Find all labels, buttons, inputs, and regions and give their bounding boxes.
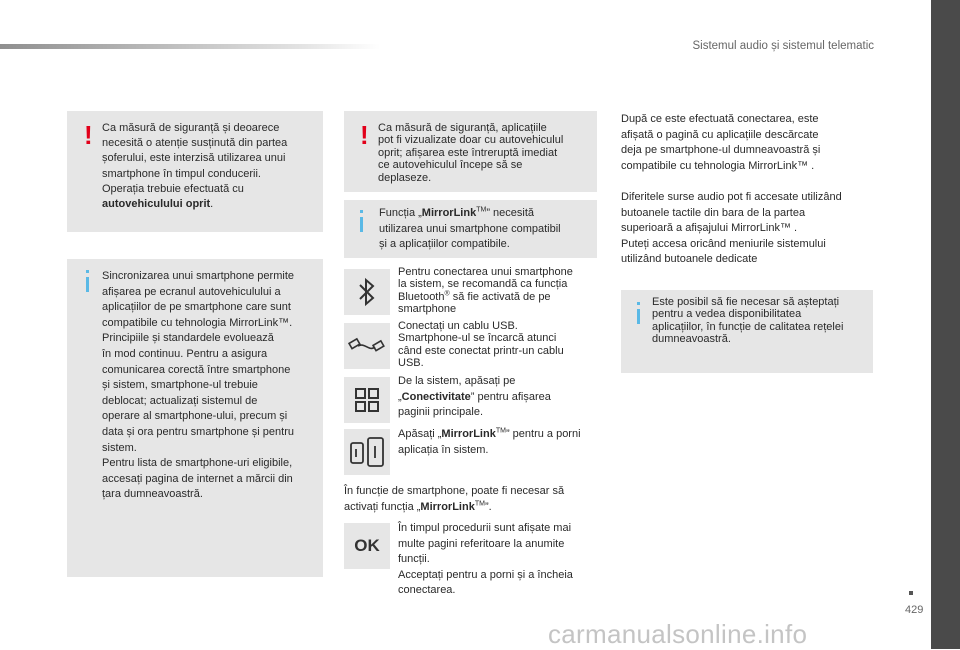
right-paragraph-2: Diferitele surse audio pot fi accesate utilizând butoanele tactile din bara de la partea superioară a afișajului MirrorLink™ . Puteți accesa oricând meniurile sistemului utilizând butoanele dedicate bbox=[621, 191, 842, 266]
info-icon bbox=[637, 309, 640, 324]
right-paragraph-1: După ce este efectuată conectarea, este afișată o pagină cu aplicațiile descărcate deja pe smartphone-ul dumneavoastră și compatibile cu tehnologia MirrorLink™ . bbox=[621, 113, 821, 172]
info-text: Este posibil să fie necesar să așteptați pentru a vedea disponibilitatea aplicațiilor, în funcție de calitatea rețelei dumneavoastră. bbox=[652, 296, 844, 346]
warning-box-driving bbox=[67, 111, 323, 232]
usb-icon-box bbox=[344, 323, 390, 369]
info-icon bbox=[86, 277, 89, 292]
watermark: carmanualsonline.info bbox=[548, 619, 808, 649]
page-number: 429 bbox=[905, 604, 924, 616]
grid-icon bbox=[354, 387, 380, 413]
bluetooth-icon-box bbox=[344, 269, 390, 315]
page-marker bbox=[909, 591, 913, 595]
info-text: Sincronizarea unui smartphone permite afișarea pe ecranul autovehiculului a aplicațiilor de pe smartphone care sunt compatibile cu tehnologia MirrorLink™. Principiile și standardele evoluează în mod continuu. Pentru a asigura comunicarea corectă între smartphone și sistem, smartphone-ul trebuie deblocat; actualizați sistemul de operare al smartphone-ului, precum și data și ora pentru smartphone și pentru sistem. Pentru lista de smartphone-uri eligibile, accesați pagina de internet a mărcii din țara dumneavoastră. bbox=[102, 270, 295, 501]
warning-text: Ca măsură de siguranță, aplicațiile pot fi vizualizate doar cu autovehiculul oprit; afișarea este întreruptă imediat ce autovehiculul începe să se deplaseze. bbox=[378, 122, 564, 184]
warning-exclamation-icon: ! bbox=[84, 120, 93, 150]
info-text: Funcția „MirrorLink™” necesită utilizarea unui smartphone compatibil și a aplicațiilor compatibile. bbox=[379, 206, 561, 251]
step-connectivity-text: De la sistem, apăsați pe „Conectivitate” pentru afișarea paginii principale. bbox=[398, 375, 551, 419]
usb-cable-icon bbox=[347, 330, 387, 362]
step-ok-text: În timpul procedurii sunt afișate mai multe pagini referitoare la anumite funcții. Acceptați pentru a porni și a încheia conectarea. bbox=[398, 522, 573, 597]
warning-box-apps bbox=[344, 111, 597, 192]
step-usb-text: Conectați un cablu USB. Smartphone-ul se încarcă atunci când este conectat printr-un cablu USB. bbox=[398, 320, 564, 370]
warning-exclamation-icon: ! bbox=[360, 120, 369, 150]
mirror-icon-box bbox=[344, 429, 390, 475]
info-box-wait bbox=[621, 290, 873, 373]
mid-note: În funcție de smartphone, poate fi necesar să activați funcția „MirrorLink™”. bbox=[344, 485, 565, 513]
phone-mirror-icon bbox=[348, 435, 386, 469]
header-rule bbox=[0, 44, 380, 49]
side-tab bbox=[931, 0, 960, 649]
step-bluetooth-text: Pentru conectarea unui smartphone la sistem, se recomandă ca funcția Bluetooth® să fie activată de pe smartphone bbox=[398, 266, 573, 316]
bluetooth-icon bbox=[356, 277, 378, 307]
warning-text: Ca măsură de siguranță și deoarece necesită o atenție susținută din partea șoferului, este interzisă utilizarea unui smartphone în timpul conducerii. Operația trebuie efectuată cu autovehiculului oprit. bbox=[102, 122, 288, 211]
ok-icon-box bbox=[344, 523, 390, 569]
ok-icon: OK bbox=[354, 536, 380, 555]
page-header-title: Sistemul audio și sistemul telematic bbox=[692, 40, 874, 52]
info-box-sync bbox=[67, 259, 323, 577]
info-icon bbox=[360, 217, 363, 232]
grid-icon-box bbox=[344, 377, 390, 423]
info-box-mirrorlink bbox=[344, 200, 597, 258]
step-mirrorlink-text: Apăsați „MirrorLink™” pentru a porni aplicația în sistem. bbox=[398, 427, 581, 456]
